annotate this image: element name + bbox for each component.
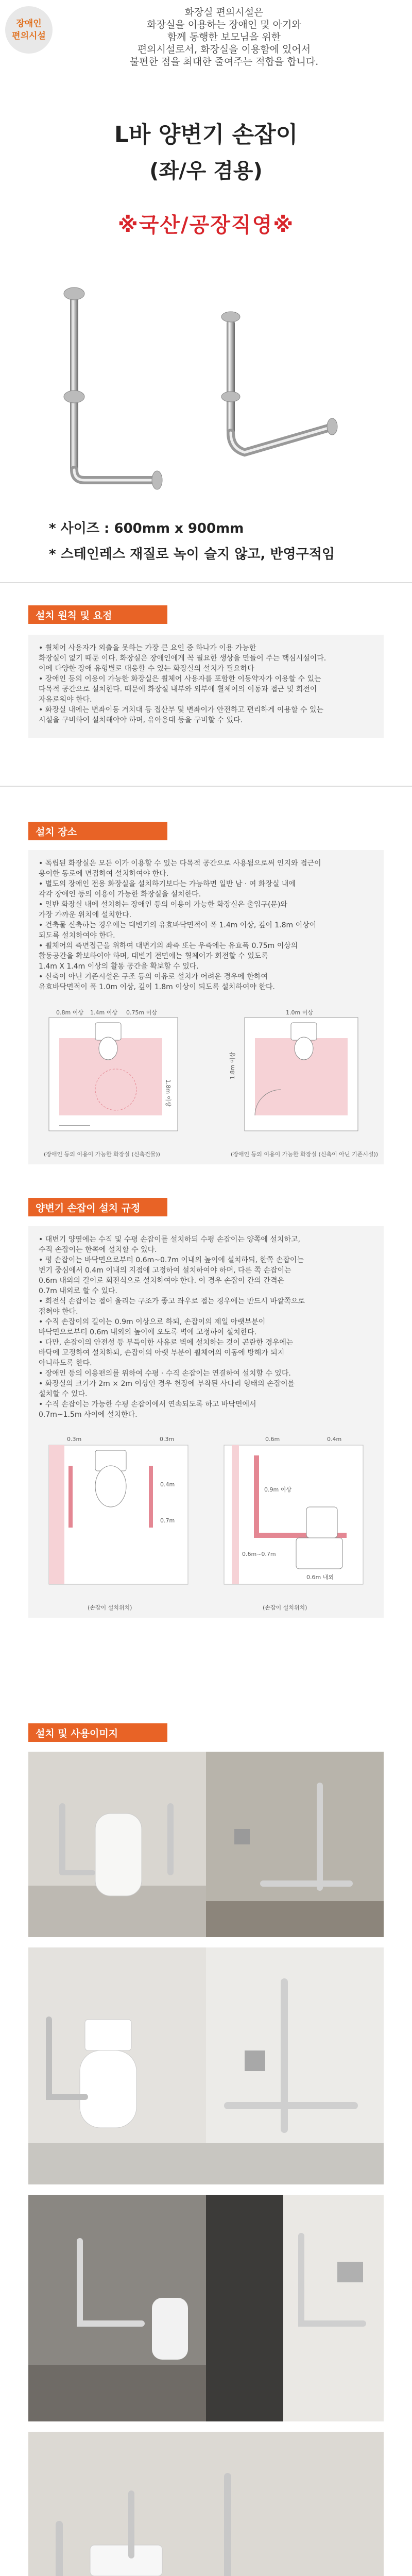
text-line: 이에 다양한 장애 유형별로 대응할 수 있는 화장실의 설치가 필요하다: [39, 665, 254, 673]
text-line: 가장 가까운 위치에 설치한다.: [39, 911, 132, 919]
dim-label: 1.0m 이상: [286, 1009, 313, 1016]
spec-material: * 스테인레스 재질로 녹이 슬지 않고, 반영구적임: [49, 547, 335, 562]
text-line: 변기 중심에서 0.4m 이내의 지점에 고정하여 설치하여야 하며, 다른 쪽 손잡이는: [39, 1266, 291, 1275]
text-line: • 별도의 장애인 전용 화장실을 설치하기보다는 가능하면 일반 남 · 여 화장실 내에: [39, 880, 296, 888]
dim-label: 0.75m 이상: [126, 1009, 157, 1016]
text-line: • 대변기 양옆에는 수직 및 수평 손잡이를 설치하되 수평 손잡이는 양쪽에 설치하고,: [39, 1235, 300, 1244]
accessibility-badge: [5, 6, 53, 54]
grabbar-plan-view: [49, 1436, 188, 1584]
install-photo: [28, 1947, 384, 2184]
install-photo-row: [28, 2432, 384, 2576]
intro-line: 화장실 편의시설은: [184, 7, 264, 18]
text-line: 유효바닥면적이 폭 1.0m 이상, 깊이 1.8m 이상이 되도록 설치하여야 한다.: [39, 983, 275, 991]
text-line: • 회전식 손잡이는 접어 올리는 구조가 좋고 좌우로 접는 경우에는 반드시 바깥쪽으로: [39, 1297, 305, 1306]
text-line: • 화장실 내에는 변좌이동 거치대 등 접산부 및 변좌이가 안전하고 편리하게 이용할 수 있는: [39, 706, 323, 714]
spec-size: * 사이즈 : 600mm x 900mm: [49, 521, 244, 536]
text-line: 화장실이 없기 때문 이다. 화장실은 장애인에게 꼭 필요한 생상을 만들어 주는 핵심시설이다.: [39, 654, 327, 663]
dim-label: 1.8m 이상: [229, 1052, 236, 1079]
dim-label: 1.4m 이상: [90, 1009, 117, 1016]
text-line: 0.6m 내외의 길이로 회전식으로 설치하여야 한다. 이 경우 손잡이 간의 간격은: [39, 1277, 285, 1285]
floorplan-existing-building: [229, 1009, 358, 1131]
text-line: • 신축이 아닌 기존시설은 구조 등의 이유로 설치가 어려운 경우에 한하여: [39, 973, 268, 981]
intro-text: [67, 6, 381, 68]
dim-label: 0.6m~0.7m: [242, 1551, 276, 1557]
text-line: 아니하도록 한다.: [39, 1359, 92, 1367]
text-line: • 휠체어 사용자가 외출을 못하는 가장 큰 요인 중 하나가 이용 가능한: [39, 644, 256, 652]
text-line: • 수직 손잡이의 길이는 0.9m 이상으로 하되, 손잡이의 제일 아랫부분이: [39, 1318, 266, 1326]
text-line: • 장애인 등의 이용편의를 위하여 수평 · 수직 손잡이는 연결하여 설치할 수 있다.: [39, 1369, 291, 1378]
dim-label: 0.9m 이상: [264, 1486, 291, 1493]
text-line: 0.7m~1.5m 사이에 설치한다.: [39, 1411, 138, 1419]
section-heading-principles: 설치 원칙 및 요점: [28, 605, 167, 624]
text-line: 자유로워야 한다.: [39, 696, 92, 704]
intro-line: 편의시설로서, 화장실을 이용함에 있어서: [137, 44, 311, 55]
text-line: • 건축물 신축하는 경우에는 대변기의 유효바닥면적이 폭 1.4m 이상, 깊이 1.8m 이상이: [39, 921, 317, 929]
text-line: • 일반 화장실 내에 설치하는 장애인 등의 이용이 가능한 화장실은 출입구(문)와: [39, 901, 287, 909]
text-line: • 다만, 손잡이의 안전성 등 부득이한 사유로 벽에 설치하는 것이 곤란한 경우에는: [39, 1338, 294, 1347]
text-line: • 독립된 화장실은 모든 이가 이용할 수 있는 다목적 공간으로 사용됨으로써 인지와 접근이: [39, 859, 321, 868]
section-heading-photos: 설치 및 사용이미지: [28, 1723, 167, 1742]
dim-label: 0.7m: [160, 1517, 175, 1524]
dim-label: 0.8m 이상: [56, 1009, 83, 1016]
dim-label: 0.6m: [265, 1436, 280, 1443]
dim-label: 0.3m: [160, 1436, 175, 1443]
install-photo-row: [28, 2195, 384, 2421]
badge-line2: 편의시설: [12, 31, 46, 41]
text-line: 수직 손잡이는 한쪽에 설치할 수 있다.: [39, 1246, 157, 1254]
text-line: 바닥에 고정하여 설치하되, 손잡이의 아랫 부분이 휠체어의 이동에 방해가 되지: [39, 1349, 285, 1357]
text-line: • 화장실의 크기가 2m × 2m 이상인 경우 천장에 부착된 사다리 형태의 손잡이를: [39, 1380, 295, 1388]
product-title: L바 양변기 손잡이: [114, 122, 298, 148]
l-bar-left: [64, 287, 162, 489]
dim-label: 1.8m 이상: [165, 1079, 171, 1107]
install-photo-row: [28, 1947, 384, 2184]
grabbar-diagrams: [39, 1430, 373, 1600]
section-heading-install-rules: 양변기 손잡이 설치 규정: [28, 1198, 167, 1216]
principles-text: [28, 635, 384, 738]
floorplan-caption-new: (장애인 등의 이용이 가능한 화장실 (신축건물)): [44, 1151, 160, 1158]
floorplan-new-building: [49, 1009, 178, 1131]
floorplan-caption-existing: (장애인 등의 이용이 가능한 화장실 (신축이 아닌 기존시설)): [231, 1151, 379, 1158]
section-divider: [0, 786, 412, 787]
product-subtitle: (좌/우 겸용): [149, 159, 263, 183]
intro-line: 함께 동행한 보모님을 위한: [167, 31, 281, 43]
text-line: 설치할 수 있다.: [39, 1390, 88, 1398]
text-line: 각각 장애인 등의 이용이 가능한 화장실을 설치한다.: [39, 890, 201, 899]
text-line: 시설을 구비하여 설치해야야 하며, 유아용대 등을 구비할 수 있다.: [39, 716, 243, 724]
text-line: • 평 손잡이는 바닥면으로부터 0.6m~0.7m 이내의 높이에 설치하되, 한쪽 손잡이는: [39, 1256, 304, 1264]
grabbar-elevation-view: [224, 1436, 363, 1584]
install-photo-row: [28, 1752, 384, 1937]
text-line: • 수직 손잡이는 가능한 수평 손잡이에서 연속되도록 하고 바닥면에서: [39, 1400, 256, 1409]
badge-line1: 장애인: [16, 19, 42, 29]
text-line: • 장애인 등의 이용이 가능한 화장실은 휠체어 사용자를 포함한 이동약자가 이용할 수 있는: [39, 675, 321, 683]
text-line: 다목적 공간으로 설치한다. 때문에 화장실 내부와 외부에 휠체어의 이동과 접근 및 회전이: [39, 685, 317, 693]
dim-label: 0.6m 내외: [306, 1574, 334, 1581]
text-line: 접혀야 한다.: [39, 1308, 78, 1316]
section-divider: [0, 582, 412, 583]
intro-line: 불편한 점을 최대한 줄여주는 적합을 합니다.: [129, 56, 319, 67]
text-line: 활동공간을 확보하여야 하며, 대변기 전면에는 휠체어가 회전할 수 있도록: [39, 952, 268, 960]
l-bar-right: [221, 312, 337, 452]
dim-label: 0.4m: [160, 1481, 175, 1488]
floorplan-diagrams: [39, 1007, 373, 1146]
section-heading-location: 설치 장소: [28, 822, 167, 840]
install-photo: [28, 2432, 384, 2576]
text-line: 0.7m 내외로 할 수 있다.: [39, 1287, 117, 1295]
install-photo: [28, 2195, 384, 2421]
text-line: • 휠체어의 측면접근을 위하여 대변기의 좌측 또는 우측에는 유효폭 0.75m 이상의: [39, 942, 298, 950]
dim-label: 0.4m: [327, 1436, 342, 1443]
text-line: 용이한 동로에 면접하여 설치하여야 한다.: [39, 870, 169, 878]
intro-line: 화장실을 이용하는 장애인 및 아기와: [147, 19, 301, 30]
grabbar-caption-left: (손잡이 설치위치): [88, 1604, 132, 1611]
install-photo: [28, 1752, 384, 1937]
product-image: [0, 278, 412, 505]
text-line: 1.4m X 1.4m 이상의 활동 공간을 확보할 수 있다.: [39, 962, 199, 971]
dim-label: 0.3m: [67, 1436, 82, 1443]
origin-label: ※국산/공장직영※: [117, 213, 295, 237]
text-line: 되도록 설치하여야 한다.: [39, 931, 115, 940]
text-line: 바닥면으로부터 0.6m 내외의 높이에 오도록 벽에 고정하여 설치한다.: [39, 1328, 257, 1336]
grabbar-caption-right: (손잡이 설치위치): [263, 1604, 307, 1611]
